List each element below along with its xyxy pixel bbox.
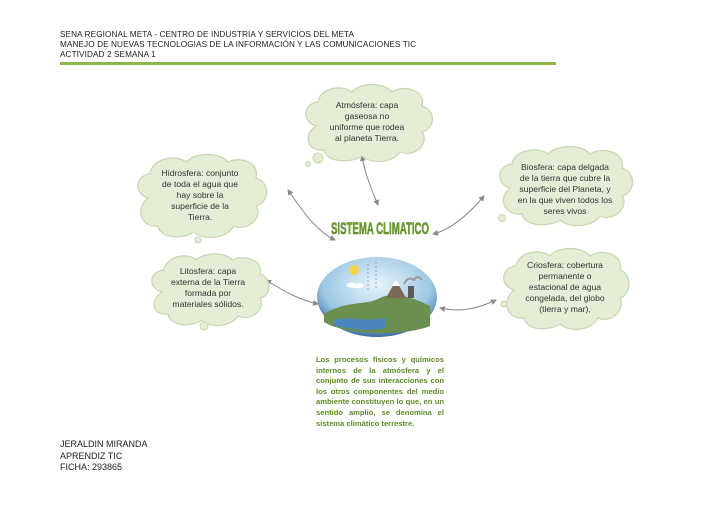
factory-icon [408, 286, 414, 298]
header-institution: SENA REGIONAL META - CENTRO DE INDUSTRIA Y SERVICIOS DEL META [60, 30, 355, 39]
cloud-hidrosfera [130, 152, 270, 244]
criosfera-line-2: permanente o [538, 271, 592, 281]
litosfera-line-4: materiales sólidos. [172, 299, 244, 309]
student-info [60, 439, 148, 474]
cloud-biosfera [494, 144, 636, 228]
hidrosfera-line-4: superficie de la [171, 201, 229, 211]
atmosfera-line-4: al planeta Tierra. [334, 133, 399, 143]
biosfera-line-3: superficie del Planeta, y [519, 184, 611, 194]
cloud-atmosfera [296, 82, 438, 166]
hidrosfera-line-2: de toda el agua que [162, 179, 238, 189]
biosfera-line-4: en la que viven todos los [517, 195, 613, 205]
criosfera-line-1: Criosfera: cobertura [527, 260, 603, 270]
student-ficha: FICHA: 293865 [60, 462, 123, 472]
sun-icon [349, 265, 359, 275]
cloud-criosfera [498, 246, 632, 334]
atmosfera-line-1: Atmósfera: capa [335, 100, 399, 110]
criosfera-line-3: estacional de agua [528, 282, 602, 292]
climate-system-illustration [316, 256, 438, 338]
hidrosfera-line-1: Hidrosfera: conjunto [161, 168, 239, 178]
student-role: APRENDIZ TIC [60, 450, 123, 461]
cloud-litosfera [146, 252, 270, 332]
atmosfera-line-2: gaseosa no [344, 111, 390, 121]
litosfera-line-3: formada por [184, 288, 232, 298]
atmosfera-line-3: uniforme que rodea [329, 122, 405, 132]
hidrosfera-line-3: hay sobre la [176, 190, 224, 200]
biosfera-line-2: de la tierra que cubre la [519, 173, 611, 183]
arrow-criosfera [440, 300, 496, 310]
biosfera-line-1: Biosfera: capa delgada [521, 162, 609, 172]
arrow-biosfera [433, 196, 484, 234]
climate-system-description: Los procesos físicos y químicos internos de la atmósfera y el conjunto de sus interacciones con los otros componentes del medio ambiente constituyen lo que, en un sentido amplio, se denomina el sistema climático terrestre. [316, 355, 444, 428]
hidrosfera-line-5: Tierra. [187, 212, 213, 222]
student-name: JERALDIN MIRANDA [60, 439, 148, 449]
criosfera-line-4: congelada, del globo [525, 293, 605, 303]
diagram-title [328, 212, 432, 242]
header-course: MANEJO DE NUEVAS TECNOLOGIAS DE LA INFORMACIÓN Y LAS COMUNICACIONES TIC [60, 40, 417, 49]
arrow-litosfera [266, 280, 318, 304]
litosfera-line-1: Litosfera: capa [179, 266, 237, 276]
litosfera-line-2: externa de la Tierra [170, 277, 246, 287]
biosfera-line-5: seres vivos [543, 206, 587, 216]
criosfera-line-5: (tierra y mar), [539, 304, 591, 314]
diagram-title-text: SISTEMA CLIMATICO [331, 219, 429, 238]
header-activity: ACTIVIDAD 2 SEMANA 1 [60, 50, 156, 59]
